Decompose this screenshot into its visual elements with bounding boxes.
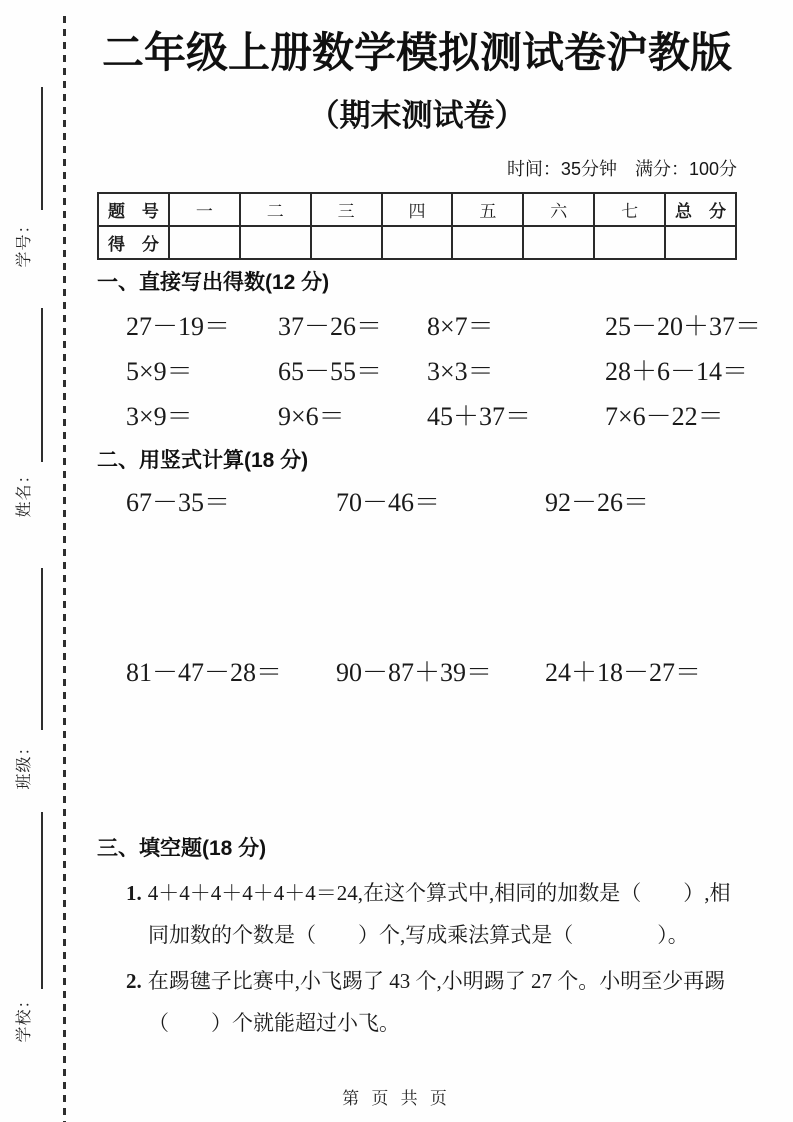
problem: 8×7＝ xyxy=(427,312,494,341)
score-cell-empty xyxy=(382,226,453,259)
problem: 3×3＝ xyxy=(427,357,494,386)
score-label: 得 分 xyxy=(98,226,169,259)
problem: 5×9＝ xyxy=(126,357,193,386)
class-label: 班级： xyxy=(16,738,33,790)
name-blank-line xyxy=(41,308,43,462)
exam-time-score-info: 时间：35分钟 满分：100分 xyxy=(506,159,737,179)
problem: 25－20＋37＝ xyxy=(605,312,762,341)
question-1-line-1 xyxy=(97,872,737,914)
section-2-problems-row-1 xyxy=(97,486,737,520)
problem: 7×6－22＝ xyxy=(605,402,724,431)
problem: 81－47－28＝ xyxy=(126,658,283,687)
question-1-number: 1. xyxy=(126,881,142,905)
score-cell-empty xyxy=(169,226,240,259)
score-table-total-label: 总 分 xyxy=(665,193,736,226)
problem: 65－55＝ xyxy=(278,357,383,386)
student-id-blank-line xyxy=(41,87,43,210)
problem: 37－26＝ xyxy=(278,312,383,341)
question-2-line-2: （ ）个就能超过小飞。 xyxy=(148,1011,400,1035)
school-label: 学校： xyxy=(16,991,33,1043)
problem: 67－35＝ xyxy=(126,488,231,517)
question-1-text: 4＋4＋4＋4＋4＋4＝24,在这个算式中,相同的加数是（ ）,相 xyxy=(147,881,731,905)
problem: 3×9＝ xyxy=(126,402,193,431)
page-title: 二年级上册数学模拟测试卷沪教版 xyxy=(101,29,732,76)
section-2-problems-row-2 xyxy=(97,656,737,690)
score-table-col-4: 四 xyxy=(382,193,453,226)
question-1-line-2: 同加数的个数是（ ）个,写成乘法算式是（ ）。 xyxy=(148,923,689,947)
score-cell-empty xyxy=(452,226,523,259)
score-cell-empty xyxy=(594,226,665,259)
score-table-col-7: 七 xyxy=(594,193,665,226)
problem: 92－26＝ xyxy=(545,488,650,517)
score-table xyxy=(97,192,737,260)
section-1-heading: 一、直接写出得数(12 分) xyxy=(97,271,330,294)
score-cell-empty xyxy=(665,226,736,259)
section-2-heading: 二、用竖式计算(18 分) xyxy=(97,449,309,472)
question-2-number: 2. xyxy=(126,969,142,993)
paper-body xyxy=(97,0,762,1122)
problem: 28＋6－14＝ xyxy=(605,357,749,386)
question-2-text: 在踢毽子比赛中,小飞踢了 43 个,小明踢了 27 个。小明至少再踢 xyxy=(147,969,726,993)
score-cell-empty xyxy=(240,226,311,259)
score-table-col-6: 六 xyxy=(523,193,594,226)
problem: 70－46＝ xyxy=(336,488,441,517)
section-3-heading: 三、填空题(18 分) xyxy=(97,837,267,860)
student-id-label: 学号： xyxy=(16,216,33,268)
score-table-score-row xyxy=(98,226,736,259)
score-table-header-row xyxy=(98,193,736,226)
name-label: 姓名： xyxy=(16,466,33,518)
score-table-col-2: 二 xyxy=(240,193,311,226)
score-table-col-3: 三 xyxy=(311,193,382,226)
class-blank-line xyxy=(41,568,43,730)
score-cell-empty xyxy=(311,226,382,259)
section-1-problems xyxy=(97,304,762,439)
paper-subtitle: （期末测试卷） xyxy=(308,98,526,133)
question-1 xyxy=(97,872,737,956)
score-table-col-5: 五 xyxy=(452,193,523,226)
score-table-col-1: 一 xyxy=(169,193,240,226)
school-blank-line xyxy=(41,812,43,989)
problem: 27－19＝ xyxy=(126,312,231,341)
problem: 9×6＝ xyxy=(278,402,345,431)
problem: 45＋37＝ xyxy=(427,402,532,431)
question-number-label: 题 号 xyxy=(98,193,169,226)
seal-dashed-line xyxy=(63,16,66,1122)
question-2-line-1 xyxy=(97,960,737,1002)
problem: 90－87＋39＝ xyxy=(336,658,493,687)
page-footer: 第 页 共 页 xyxy=(342,1089,451,1108)
score-cell-empty xyxy=(523,226,594,259)
problem: 24＋18－27＝ xyxy=(545,658,702,687)
question-2 xyxy=(97,960,737,1044)
